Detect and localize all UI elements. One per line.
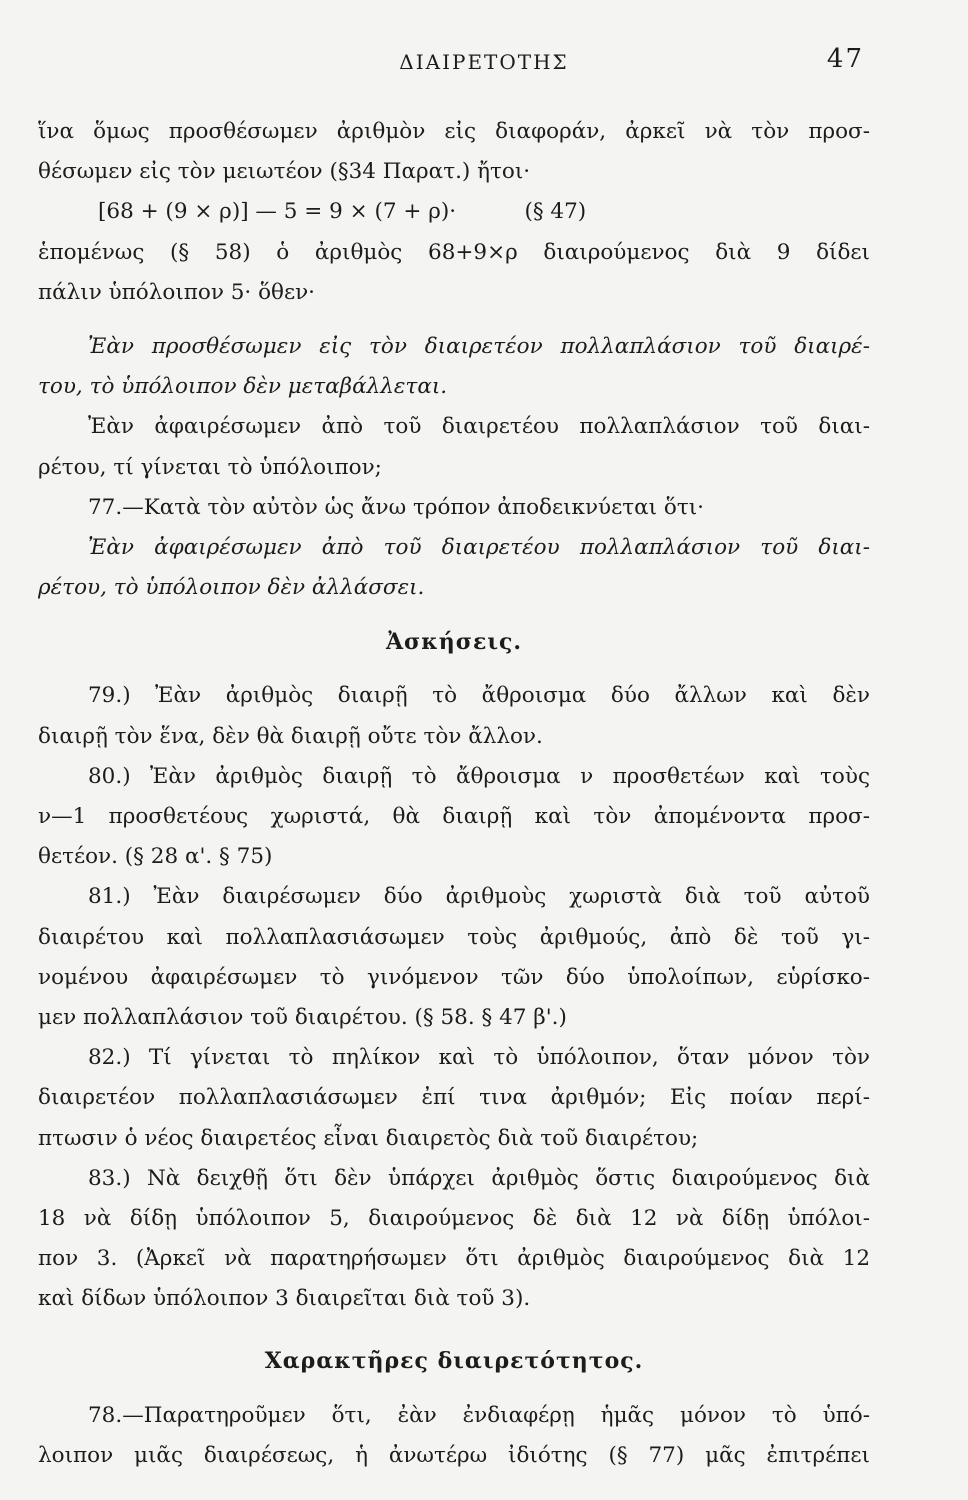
exercise-line: διαιρέτου καὶ πολλαπλασιάσωμεν τοὺς ἀριθμούς, ἀπὸ δὲ τοῦ γι- (38, 924, 870, 950)
exercise-line: 81.) Ἐὰν διαιρέσωμεν δύο ἀριθμοὺς χωριστὰ διὰ τοῦ αὐτοῦ (88, 884, 870, 910)
running-title: ΔΙΑΙΡΕΤΟΤΗΣ (399, 50, 569, 74)
section-heading-characteristics: Χαρακτῆρες διαιρετότητος. (264, 1348, 644, 1375)
page-body (38, 112, 870, 1476)
text-line: λοιπον μιᾶς διαιρέσεως, ἡ ἀνωτέρω ἰδιότης (§ 77) μᾶς ἐπιτρέπει (38, 1442, 870, 1468)
exercise-line: νομένου ἀφαιρέσωμεν τὸ γινόμενον τῶν δύο ὑπολοίπων, εὑρίσκο- (38, 964, 870, 990)
exercise-line: 79.) Ἐὰν ἀριθμὸς διαιρῇ τὸ ἄθροισμα δύο ἄλλων καὶ δὲν (88, 683, 870, 709)
exercise-line: 83.) Νὰ δειχθῇ ὅτι δὲν ὑπάρχει ἀριθμὸς ὅστις διαιρούμενος διὰ (88, 1165, 870, 1191)
exercise-line: μεν πολλαπλάσιον τοῦ διαιρέτου. (§ 58. § 47 β'.) (38, 1004, 567, 1030)
exercise-line: διαιρετέον πολλαπλασιάσωμεν ἐπί τινα ἀριθμόν; Εἰς ποίαν περί- (38, 1085, 870, 1111)
exercise-line: πον 3. (Ἀρκεῖ νὰ παρατηρήσωμεν ὅτι ἀριθμὸς διαιρούμενος διὰ 12 (38, 1246, 870, 1272)
theorem-line: ρέτου, τὸ ὑπόλοιπον δὲν ἀλλάσσει. (38, 575, 425, 601)
exercise-line: 82.) Τί γίνεται τὸ πηλίκον καὶ τὸ ὑπόλοιπον, ὅταν μόνον τὸν (88, 1045, 870, 1071)
exercise-line: θετέον. (§ 28 α'. § 75) (38, 844, 273, 870)
text-line: ἑπομένως (§ 58) ὁ ἀριθμὸς 68+9×ρ διαιρούμενος διὰ 9 δίδει (38, 239, 870, 265)
page-number: 47 (826, 44, 864, 74)
section-line: 77.—Κατὰ τὸν αὐτὸν ὡς ἄνω τρόπον ἀποδεικνύεται ὅτι· (88, 494, 705, 520)
theorem-line: του, τὸ ὑπόλοιπον δὲν μεταβάλλεται. (38, 374, 448, 400)
exercise-line: πτωσιν ὁ νέος διαιρετέος εἶναι διαιρετὸς διὰ τοῦ διαιρέτου; (38, 1125, 699, 1151)
theorem-line: Ἐὰν ἀφαιρέσωμεν ἀπὸ τοῦ διαιρετέου πολλαπλάσιον τοῦ διαι- (88, 534, 870, 560)
formula-line: [68 + (9 × ρ)] — 5 = 9 × (7 + ρ)· (§ 47) (98, 199, 587, 225)
text-line: ρέτου, τί γίνεται τὸ ὑπόλοιπον; (38, 454, 382, 480)
text-line: πάλιν ὑπόλοιπον 5· ὅθεν· (38, 279, 316, 305)
exercise-line: ν—1 προσθετέους χωριστά, θὰ διαιρῇ καὶ τὸν ἀπομένοντα προσ- (38, 804, 870, 829)
page-header (0, 44, 968, 84)
text-line: ἵνα ὅμως προσθέσωμεν ἀριθμὸν εἰς διαφοράν, ἀρκεῖ νὰ τὸν προσ- (38, 119, 870, 144)
text-line: θέσωμεν εἰς τὸν μειωτέον (§34 Παρατ.) ἤτοι· (38, 159, 531, 185)
text-line: 78.—Παρατηροῦμεν ὅτι, ἐὰν ἐνδιαφέρῃ ἡμᾶς μόνον τὸ ὑπό- (88, 1402, 870, 1428)
section-heading-exercises: Ἀσκήσεις. (385, 629, 523, 656)
theorem-line: Ἐὰν προσθέσωμεν εἰς τὸν διαιρετέον πολλαπλάσιον τοῦ διαιρέ- (88, 333, 870, 359)
exercise-line: καὶ δίδων ὑπόλοιπον 3 διαιρεῖται διὰ τοῦ 3). (38, 1286, 531, 1312)
exercise-line: διαιρῇ τὸν ἕνα, δὲν θὰ διαιρῇ οὔτε τὸν ἄλλον. (38, 723, 543, 749)
exercise-line: 80.) Ἐὰν ἀριθμὸς διαιρῇ τὸ ἄθροισμα ν προσθετέων καὶ τοὺς (88, 763, 870, 789)
exercise-line: 18 νὰ δίδῃ ὑπόλοιπον 5, διαιρούμενος δὲ διὰ 12 νὰ δίδῃ ὑπόλοι- (38, 1205, 870, 1231)
text-line: Ἐὰν ἀφαιρέσωμεν ἀπὸ τοῦ διαιρετέου πολλαπλάσιον τοῦ διαι- (88, 414, 870, 440)
